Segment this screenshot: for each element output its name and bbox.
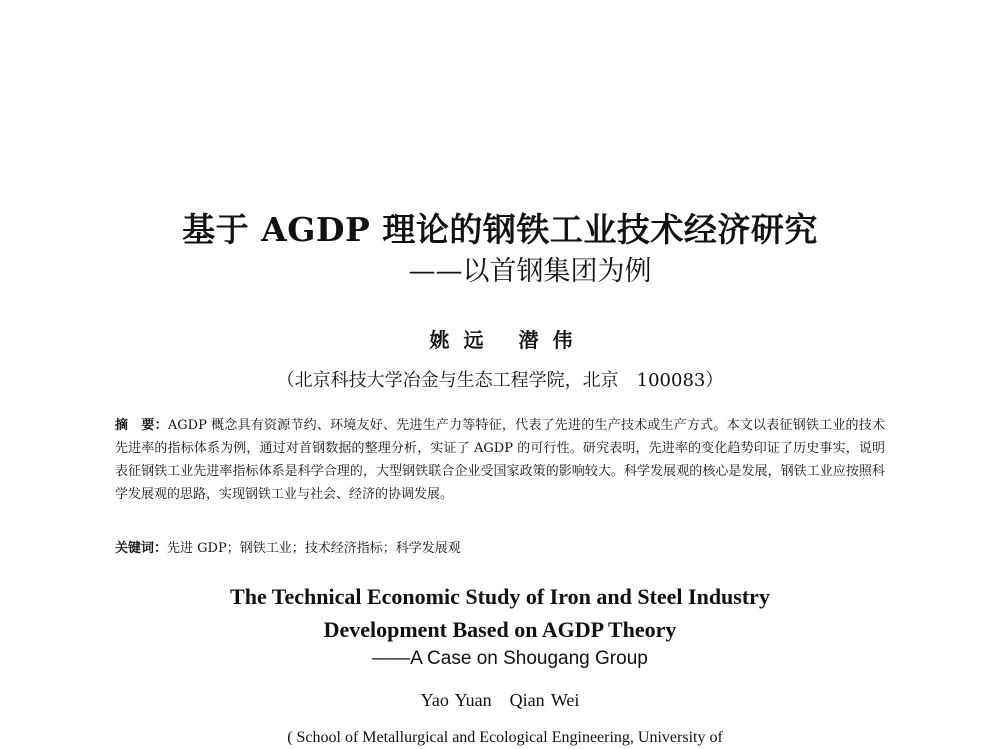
english-title <box>0 580 1000 646</box>
english-title-line-1: The Technical Economic Study of Iron and Steel Industry <box>230 584 770 609</box>
english-affiliation: ( School of Metallurgical and Ecological Engineering, University of <box>287 729 723 746</box>
chinese-keywords <box>115 537 885 560</box>
english-title-line-2: Development Based on AGDP Theory <box>323 617 677 642</box>
chinese-abstract <box>115 414 885 506</box>
abstract-label: 摘 要： <box>115 418 168 433</box>
keywords-text: 先进 GDP；钢铁工业；技术经济指标；科学发展观 <box>167 541 461 556</box>
chinese-title: 基于 AGDP 理论的钢铁工业技术经济研究 <box>182 210 818 249</box>
chinese-affiliation: （北京科技大学冶金与生态工程学院，北京 100083） <box>276 370 724 391</box>
abstract-text: AGDP 概念具有资源节约、环境友好、先进生产力等特征，代表了先进的生产技术或生产方式。本文以表征钢铁工业的技术先进率的指标体系为例，通过对首钢数据的整理分析，实证了 AGDP 的可行性。研究表明，先进率的变化趋势印证了历史事实，说明表征钢铁工业先进率指标体系是科学合理的，大型钢铁联合企业受国家政策的影响较大。科学发展观的核心是发展，钢铁工业应按照科学发展观的思路，实现钢铁工业与社会、经济的协调发展。 <box>115 418 885 502</box>
chinese-subtitle: ——以首钢集团为例 <box>408 256 652 287</box>
english-subtitle: ——A Case on Shougang Group <box>372 648 648 669</box>
chinese-authors: 姚远 潜伟 <box>429 328 587 352</box>
english-authors: Yao Yuan Qian Wei <box>420 690 580 710</box>
keywords-label: 关键词： <box>115 541 168 556</box>
